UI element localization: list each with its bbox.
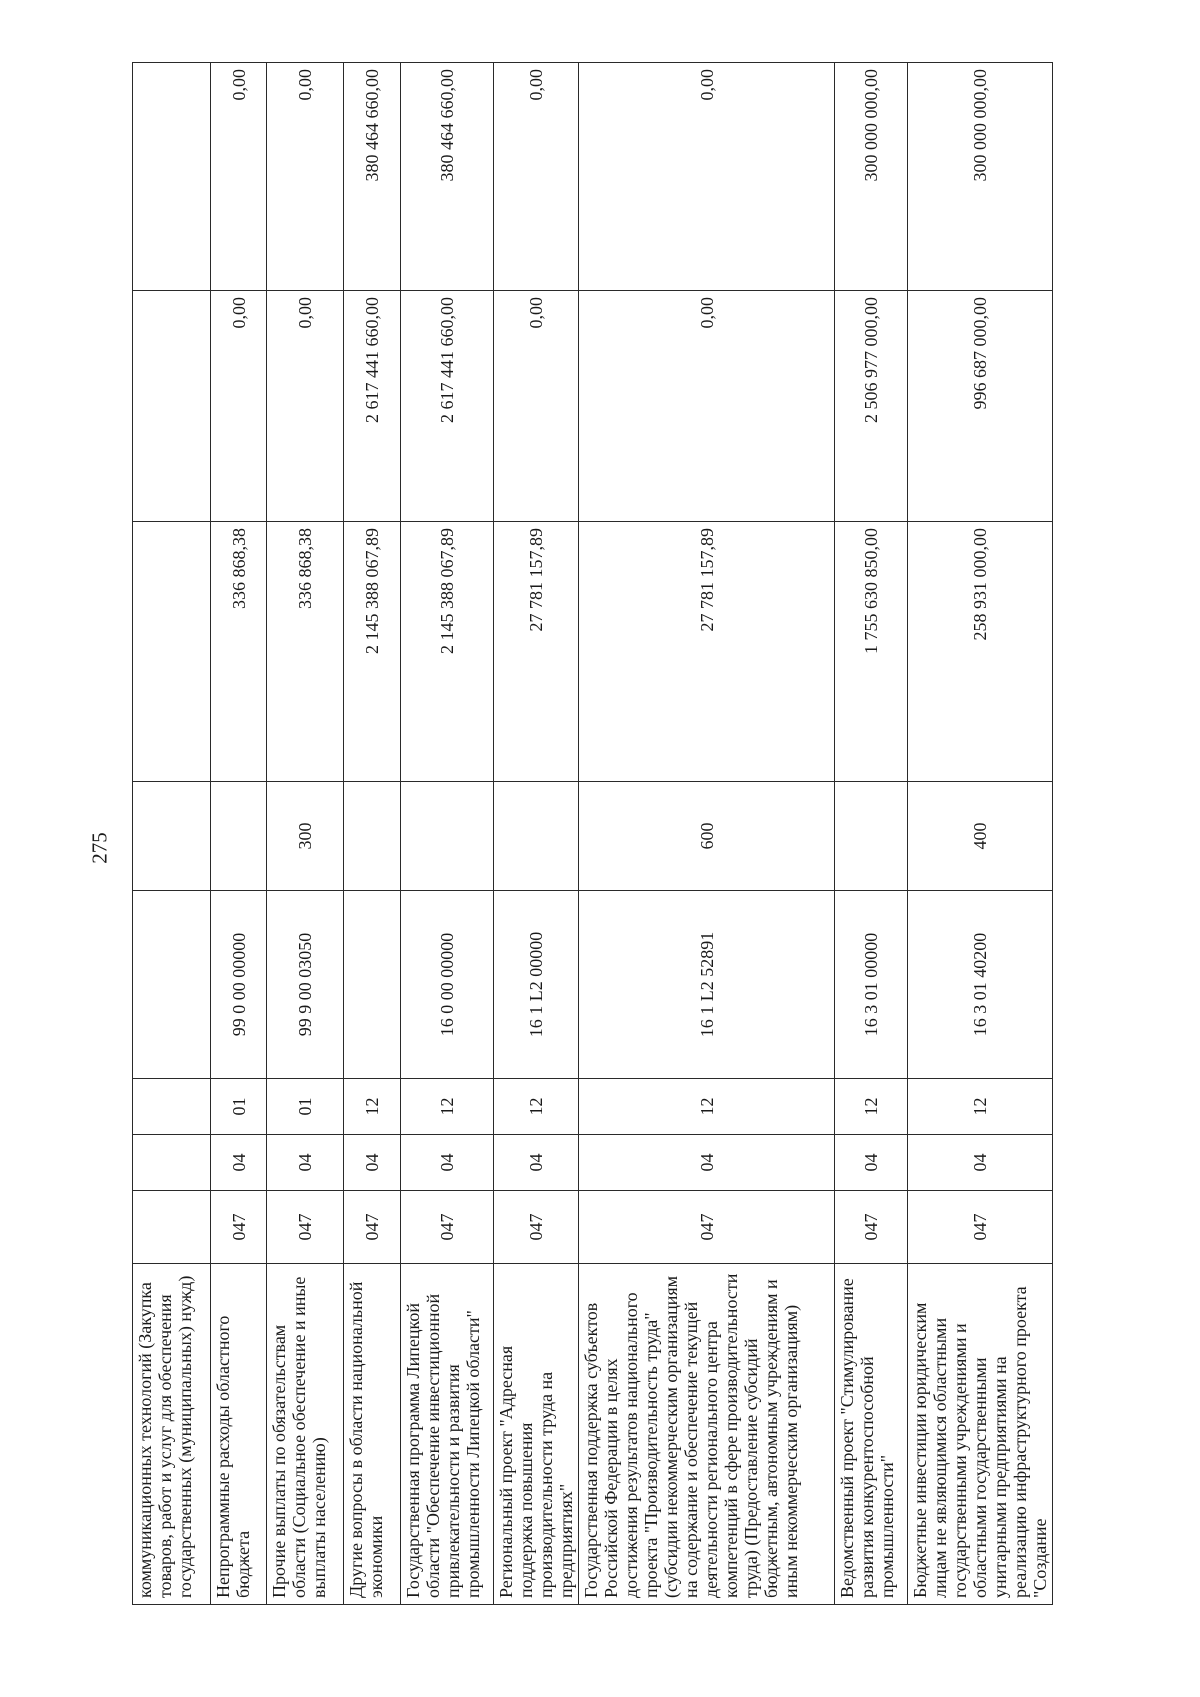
sum-year-1-cell: 27 781 157,89 <box>579 522 835 782</box>
admin-code-cell: 047 <box>835 1191 908 1264</box>
table-row <box>579 63 835 1605</box>
admin-code-cell: 047 <box>211 1191 267 1264</box>
section-code-cell: 04 <box>401 1135 494 1191</box>
row-name-cell: коммуникационных технологий (Закупка товаров, работ и услуг для обеспечения государственных (муниципальных) нужд) <box>133 1264 211 1605</box>
row-name-cell: Ведомственный проект "Стимулирование развития конкурентоспособной промышленности" <box>835 1264 908 1605</box>
sum-year-3-cell <box>133 63 211 291</box>
subsection-code-cell: 12 <box>401 1079 494 1135</box>
row-name-cell: Непрограммные расходы областного бюджета <box>211 1264 267 1605</box>
admin-code-cell: 047 <box>579 1191 835 1264</box>
sum-year-3-cell: 0,00 <box>267 63 344 291</box>
subsection-code-cell: 12 <box>835 1079 908 1135</box>
section-code-cell: 04 <box>211 1135 267 1191</box>
row-name-cell: Государственная поддержка субъектов Российской Федерации в целях достижения результатов национального проекта "Производительность труда" (субсидии некоммерческим организациям на содержание и обеспечение текущей деятельности регионального центра компетенций в сфере производительности труда) (Предоставление субсидий бюджетным, автономным учреждениям и иным некоммерческим организациям) <box>579 1264 835 1605</box>
sum-year-3-cell: 0,00 <box>579 63 835 291</box>
subsection-code-cell: 12 <box>494 1079 579 1135</box>
budget-table <box>132 62 1053 1605</box>
target-article-cell: 16 3 01 40200 <box>908 891 1053 1079</box>
admin-code-cell: 047 <box>344 1191 401 1264</box>
sum-year-2-cell: 0,00 <box>211 291 267 522</box>
subsection-code-cell: 12 <box>908 1079 1053 1135</box>
sum-year-2-cell: 996 687 000,00 <box>908 291 1053 522</box>
sum-year-2-cell: 0,00 <box>579 291 835 522</box>
sum-year-3-cell: 0,00 <box>211 63 267 291</box>
expense-type-cell: 400 <box>908 782 1053 891</box>
expense-type-cell: 300 <box>267 782 344 891</box>
section-code-cell: 04 <box>835 1135 908 1191</box>
table-row <box>835 63 908 1605</box>
subsection-code-cell: 01 <box>211 1079 267 1135</box>
page-number: 275 <box>87 832 112 864</box>
target-article-cell <box>133 891 211 1079</box>
sum-year-1-cell: 336 868,38 <box>267 522 344 782</box>
target-article-cell <box>344 891 401 1079</box>
sum-year-3-cell: 300 000 000,00 <box>908 63 1053 291</box>
table-row <box>211 63 267 1605</box>
subsection-code-cell: 12 <box>344 1079 401 1135</box>
admin-code-cell: 047 <box>401 1191 494 1264</box>
sum-year-1-cell: 258 931 000,00 <box>908 522 1053 782</box>
row-name-cell: Прочие выплаты по обязательствам области (Социальное обеспечение и иные выплаты населению) <box>267 1264 344 1605</box>
sum-year-3-cell: 380 464 660,00 <box>401 63 494 291</box>
row-name-cell: Бюджетные инвестиции юридическим лицам не являющимися областными государственными учреждениями и областными государственными унитарными предприятиями на реализацию инфраструктурного проекта "Создание <box>908 1264 1053 1605</box>
subsection-code-cell: 01 <box>267 1079 344 1135</box>
target-article-cell: 16 3 01 00000 <box>835 891 908 1079</box>
sum-year-3-cell: 0,00 <box>494 63 579 291</box>
table-body <box>133 63 1053 1605</box>
section-code-cell: 04 <box>267 1135 344 1191</box>
sum-year-1-cell: 2 145 388 067,89 <box>344 522 401 782</box>
table-row <box>133 63 211 1605</box>
target-article-cell: 16 1 L2 00000 <box>494 891 579 1079</box>
section-code-cell: 04 <box>494 1135 579 1191</box>
sum-year-2-cell <box>133 291 211 522</box>
sum-year-1-cell <box>133 522 211 782</box>
admin-code-cell: 047 <box>908 1191 1053 1264</box>
expense-type-cell <box>835 782 908 891</box>
admin-code-cell <box>133 1191 211 1264</box>
row-name-cell: Региональный проект "Адресная поддержка повышения производительности труда на предприятиях" <box>494 1264 579 1605</box>
table-row <box>267 63 344 1605</box>
sum-year-2-cell: 2 506 977 000,00 <box>835 291 908 522</box>
row-name-cell: Государственная программа Липецкой области "Обеспечение инвестиционной привлекательности и развития промышленности Липецкой области" <box>401 1264 494 1605</box>
admin-code-cell: 047 <box>494 1191 579 1264</box>
table-viewport <box>132 63 1050 1605</box>
row-name-cell: Другие вопросы в области национальной экономики <box>344 1264 401 1605</box>
sum-year-2-cell: 2 617 441 660,00 <box>344 291 401 522</box>
section-code-cell <box>133 1135 211 1191</box>
expense-type-cell <box>133 782 211 891</box>
target-article-cell: 16 0 00 00000 <box>401 891 494 1079</box>
expense-type-cell: 600 <box>579 782 835 891</box>
sum-year-3-cell: 380 464 660,00 <box>344 63 401 291</box>
expense-type-cell <box>401 782 494 891</box>
sum-year-3-cell: 300 000 000,00 <box>835 63 908 291</box>
table-row <box>401 63 494 1605</box>
sum-year-1-cell: 2 145 388 067,89 <box>401 522 494 782</box>
table-row <box>344 63 401 1605</box>
section-code-cell: 04 <box>908 1135 1053 1191</box>
admin-code-cell: 047 <box>267 1191 344 1264</box>
subsection-code-cell <box>133 1079 211 1135</box>
sum-year-2-cell: 0,00 <box>494 291 579 522</box>
sum-year-1-cell: 27 781 157,89 <box>494 522 579 782</box>
section-code-cell: 04 <box>344 1135 401 1191</box>
table-row <box>494 63 579 1605</box>
sum-year-2-cell: 2 617 441 660,00 <box>401 291 494 522</box>
expense-type-cell <box>344 782 401 891</box>
expense-type-cell <box>494 782 579 891</box>
table-row <box>908 63 1053 1605</box>
sum-year-2-cell: 0,00 <box>267 291 344 522</box>
target-article-cell: 99 9 00 03050 <box>267 891 344 1079</box>
subsection-code-cell: 12 <box>579 1079 835 1135</box>
target-article-cell: 16 1 L2 52891 <box>579 891 835 1079</box>
expense-type-cell <box>211 782 267 891</box>
target-article-cell: 99 0 00 00000 <box>211 891 267 1079</box>
section-code-cell: 04 <box>579 1135 835 1191</box>
sum-year-1-cell: 1 755 630 850,00 <box>835 522 908 782</box>
sum-year-1-cell: 336 868,38 <box>211 522 267 782</box>
